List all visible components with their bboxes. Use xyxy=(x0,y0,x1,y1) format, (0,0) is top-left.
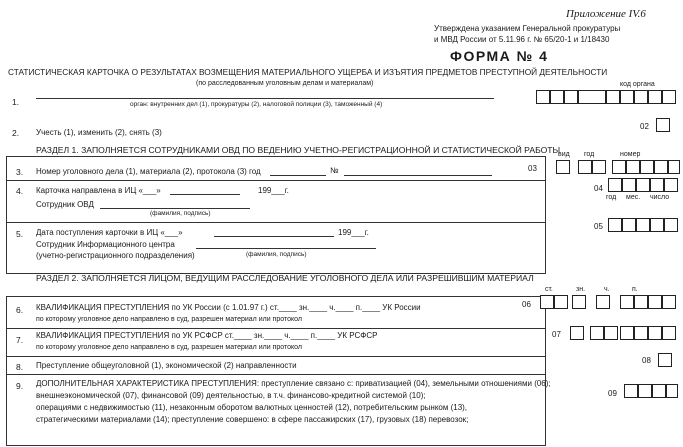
row-5-line-3: (учетно-регистрационного подразделения) xyxy=(36,251,195,260)
card-title: СТАТИСТИЧЕСКАЯ КАРТОЧКА О РЕЗУЛЬТАТАХ ВОЗМЕЩЕНИЯ МАТЕРИАЛЬНОГО УЩЕРБА И ИЗЪЯТИЯ ПРЕДМЕТОВ ПРЕСТУПНОЙ ДЕЯТЕЛЬНОСТИ xyxy=(8,67,608,77)
row-5-code: 05 xyxy=(594,222,603,231)
row-8-code: 08 xyxy=(642,356,651,365)
row-5-line-2: Сотрудник Информационного центра xyxy=(36,240,175,249)
row-3-box-nomer-3[interactable] xyxy=(640,160,654,174)
row-3-number-line[interactable] xyxy=(344,175,492,176)
row-6-box-st-1[interactable] xyxy=(540,295,554,309)
row-9-box-4[interactable] xyxy=(666,384,678,398)
organ-code-box-8[interactable] xyxy=(648,90,662,104)
row-9-box-1[interactable] xyxy=(624,384,638,398)
row-4-employee-line[interactable] xyxy=(100,208,250,209)
row-7-code: 07 xyxy=(552,330,561,339)
row-6-box-p-3[interactable] xyxy=(648,295,662,309)
row-7-box-3[interactable] xyxy=(604,326,618,340)
appendix-label: Приложение IV.6 xyxy=(566,8,646,20)
row-3-number: 3. xyxy=(16,167,24,177)
approved-line-1: Утверждена указанием Генеральной прокуратуры xyxy=(434,24,621,33)
col-mes: мес. xyxy=(626,194,641,201)
row-5-box-4[interactable] xyxy=(650,218,664,232)
col-p: п. xyxy=(632,286,638,293)
row-7-box-1[interactable] xyxy=(570,326,584,340)
row-3-box-god-2[interactable] xyxy=(592,160,606,174)
row-9-line-4: стратегическими материалами (14); преступление совершено: в сфере пассажирских (17), грузовых (18) перевозок; xyxy=(36,415,469,424)
row-3-box-nomer-1[interactable] xyxy=(612,160,626,174)
row-1-caption: орган: внутренних дел (1), прокуратуры (2), налоговой полиции (3), таможенный (4) xyxy=(130,101,383,108)
organ-code-box-1[interactable] xyxy=(536,90,550,104)
section-1-title: РАЗДЕЛ 1. ЗАПОЛНЯЕТСЯ СОТРУДНИКАМИ ОВД ПО ВЕДЕНИЮ УЧЕТНО-РЕГИСТРАЦИОННОЙ И СТАТИСТИЧЕСКОЙ РАБОТЫ xyxy=(36,145,561,155)
col-ch: ч. xyxy=(604,286,610,293)
col-zn: зн. xyxy=(576,286,586,293)
section-2-title: РАЗДЕЛ 2. ЗАПОЛНЯЕТСЯ ЛИЦОМ, ВЕДУЩИМ РАССЛЕДОВАНИЕ УГОЛОВНОГО ДЕЛА ИЛИ РАЗРЕШИВШИМ МАТЕРИАЛ xyxy=(36,273,534,283)
row-9-line-2: внешнеэкономической (07), финансовой (09) деятельностью, в т.ч. финансово-кредитной системой (10); xyxy=(36,391,426,400)
row-1-number: 1. xyxy=(12,97,20,107)
row-3-year-line[interactable] xyxy=(270,175,326,176)
row-3-no: № xyxy=(330,166,339,175)
row-7-box-2[interactable] xyxy=(590,326,604,340)
row-4-box-4[interactable] xyxy=(650,178,664,192)
row-9-box-3[interactable] xyxy=(652,384,666,398)
row-9-code: 09 xyxy=(608,389,617,398)
row-6-number: 6. xyxy=(16,305,24,315)
row-4-line-2: Сотрудник ОВД xyxy=(36,200,94,209)
organ-code-label: код органа xyxy=(620,81,655,88)
row-5-box-3[interactable] xyxy=(636,218,650,232)
row-2-number: 2. xyxy=(12,128,20,138)
row-6-line-2: по которому уголовное дело направлено в суд, разрешен материал или протокол xyxy=(36,316,302,323)
row-2-text: Учесть (1), изменить (2), снять (3) xyxy=(36,128,162,137)
form-title: ФОРМА № 4 xyxy=(450,48,549,64)
row-5-month-line[interactable] xyxy=(214,236,334,237)
row-2-code: 02 xyxy=(640,122,649,131)
row-3-box-nomer-4[interactable] xyxy=(654,160,668,174)
row-9-line-1: ДОПОЛНИТЕЛЬНАЯ ХАРАКТЕРИСТИКА ПРЕСТУПЛЕНИЯ: преступление связано с: приватизацией (04), земельными отношениями (06); xyxy=(36,379,551,388)
row-6-box-p-1[interactable] xyxy=(620,295,634,309)
organ-code-box-6[interactable] xyxy=(620,90,634,104)
row-5-box-2[interactable] xyxy=(622,218,636,232)
col-st: ст. xyxy=(545,286,553,293)
row-7-box-7[interactable] xyxy=(662,326,676,340)
col-chislo: число xyxy=(650,194,670,201)
col-nomer: номер xyxy=(620,151,641,158)
approved-line-2: и МВД России от 5.11.96 г. № 65/20-1 и 1/18430 xyxy=(434,35,610,44)
row-3-text: Номер уголовного дела (1), материала (2), протокола (3) год xyxy=(36,167,261,176)
row-5-caption: (фамилия, подпись) xyxy=(246,251,307,258)
row-4-box-5[interactable] xyxy=(664,178,678,192)
row-5-employee-line[interactable] xyxy=(196,248,376,249)
row-5-box-5[interactable] xyxy=(664,218,678,232)
row-3-box-vid[interactable] xyxy=(556,160,570,174)
col-god-2: год xyxy=(606,194,617,201)
row-7-box-4[interactable] xyxy=(620,326,634,340)
row-6-box-p-2[interactable] xyxy=(634,295,648,309)
row-4-month-line[interactable] xyxy=(170,194,240,195)
row-7-number: 7. xyxy=(16,335,24,345)
section-2-divider-1 xyxy=(6,328,546,329)
section-1-divider-2 xyxy=(6,222,546,223)
row-7-box-6[interactable] xyxy=(648,326,662,340)
section-2-divider-2 xyxy=(6,356,546,357)
row-1-input-line[interactable] xyxy=(36,98,494,99)
row-3-box-god-1[interactable] xyxy=(578,160,592,174)
row-4-line-1: Карточка направлена в ИЦ «___» xyxy=(36,186,161,195)
row-3-code: 03 xyxy=(528,164,537,173)
row-8-number: 8. xyxy=(16,362,24,372)
row-8-text: Преступление общеуголовной (1), экономической (2) направленности xyxy=(36,361,297,370)
row-9-number: 9. xyxy=(16,381,24,391)
row-5-line-1: Дата поступления карточки в ИЦ «___» xyxy=(36,228,183,237)
row-7-line-2: по которому уголовное дело направлено в суд, разрешен материал или протокол xyxy=(36,344,302,351)
row-7-line-1: КВАЛИФИКАЦИЯ ПРЕСТУПЛЕНИЯ по УК РСФСР ст.____ зн.____ ч.____ п.____ УК РСФСР xyxy=(36,331,378,340)
row-6-box-zn[interactable] xyxy=(572,295,586,309)
row-6-box-ch[interactable] xyxy=(596,295,610,309)
row-4-box-3[interactable] xyxy=(636,178,650,192)
section-1-divider-1 xyxy=(6,180,546,181)
row-9-line-3: операциями с недвижимостью (11), незаконным оборотом валютных ценностей (12), потребительским рынком (13), xyxy=(36,403,468,412)
row-6-code: 06 xyxy=(522,300,531,309)
row-7-box-5[interactable] xyxy=(634,326,648,340)
col-god: год xyxy=(584,151,595,158)
row-3-box-nomer-2[interactable] xyxy=(626,160,640,174)
organ-code-box-5[interactable] xyxy=(606,90,620,104)
col-vid: вид xyxy=(558,151,570,158)
row-8-box[interactable] xyxy=(658,353,672,367)
organ-code-box-7[interactable] xyxy=(634,90,648,104)
row-4-caption: (фамилия, подпись) xyxy=(150,210,211,217)
row-6-box-p-4[interactable] xyxy=(662,295,676,309)
organ-code-box-9[interactable] xyxy=(662,90,676,104)
row-4-code: 04 xyxy=(594,184,603,193)
row-9-box-2[interactable] xyxy=(638,384,652,398)
section-2-divider-3 xyxy=(6,374,546,375)
row-6-line-1: КВАЛИФИКАЦИЯ ПРЕСТУПЛЕНИЯ по УК России (с 1.01.97 г.) ст.____ зн.____ ч.____ п.____ УК России xyxy=(36,303,421,312)
row-4-box-1[interactable] xyxy=(608,178,622,192)
organ-code-box-2[interactable] xyxy=(550,90,564,104)
organ-code-box-3[interactable] xyxy=(564,90,578,104)
card-subtitle: (по расследованным уголовным делам и материалам) xyxy=(196,80,374,87)
row-5-number: 5. xyxy=(16,229,24,239)
row-4-number: 4. xyxy=(16,186,24,196)
row-5-box-1[interactable] xyxy=(608,218,622,232)
row-3-box-nomer-5[interactable] xyxy=(668,160,680,174)
organ-code-box-4[interactable] xyxy=(578,90,606,104)
row-6-box-st-2[interactable] xyxy=(554,295,568,309)
row-2-box[interactable] xyxy=(656,118,670,132)
row-4-box-2[interactable] xyxy=(622,178,636,192)
row-5-year: 199___г. xyxy=(338,228,369,237)
row-4-year: 199___г. xyxy=(258,186,289,195)
